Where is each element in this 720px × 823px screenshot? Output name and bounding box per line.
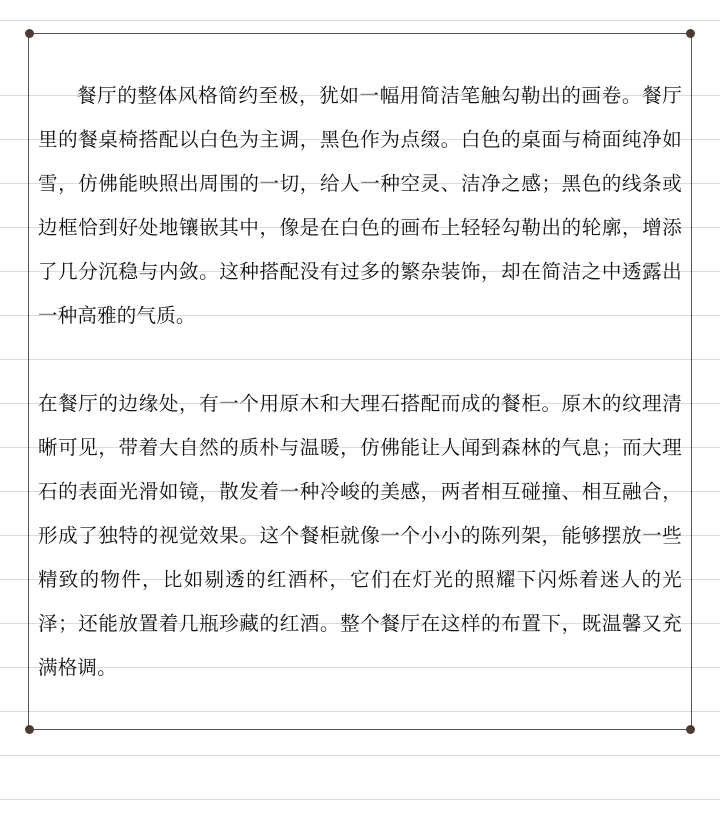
frame-top-border [29, 33, 691, 34]
corner-dot-top-right [686, 29, 695, 38]
corner-dot-top-left [25, 29, 34, 38]
paragraph-1: 餐厅的整体风格简约至极，犹如一幅用简洁笔触勾勒出的画卷。餐厅里的餐桌椅搭配以白色为主调，黑色作为点缀。白色的桌面与椅面纯净如雪，仿佛能映照出周围的一切，给人一种空灵、洁净之感；黑色的线条或边框恰到好处地镶嵌其中，像是在白色的画布上轻轻勾勒出的轮廓，增添了几分沉稳与内敛。这种搭配没有过多的繁杂装饰，却在简洁之中透露出一种高雅的气质。 [38, 85, 682, 327]
corner-dot-bottom-right [686, 725, 695, 734]
document-body [38, 74, 682, 690]
corner-dot-bottom-left [25, 725, 34, 734]
paragraph-2: 在餐厅的边缘处，有一个用原木和大理石搭配而成的餐柜。原木的纹理清晰可见，带着大自然的质朴与温暖，仿佛能让人闻到森林的气息；而大理石的表面光滑如镜，散发着一种冷峻的美感，两者相互碰撞、相互融合，形成了独特的视觉效果。这个餐柜就像一个小小的陈列架，能够摆放一些精致的物件，比如剔透的红酒杯，它们在灯光的照耀下闪烁着迷人的光泽；还能放置着几瓶珍藏的红酒。整个餐厅在这样的布置下，既温馨又充满格调。 [38, 393, 682, 679]
frame-bottom-border [29, 729, 691, 730]
